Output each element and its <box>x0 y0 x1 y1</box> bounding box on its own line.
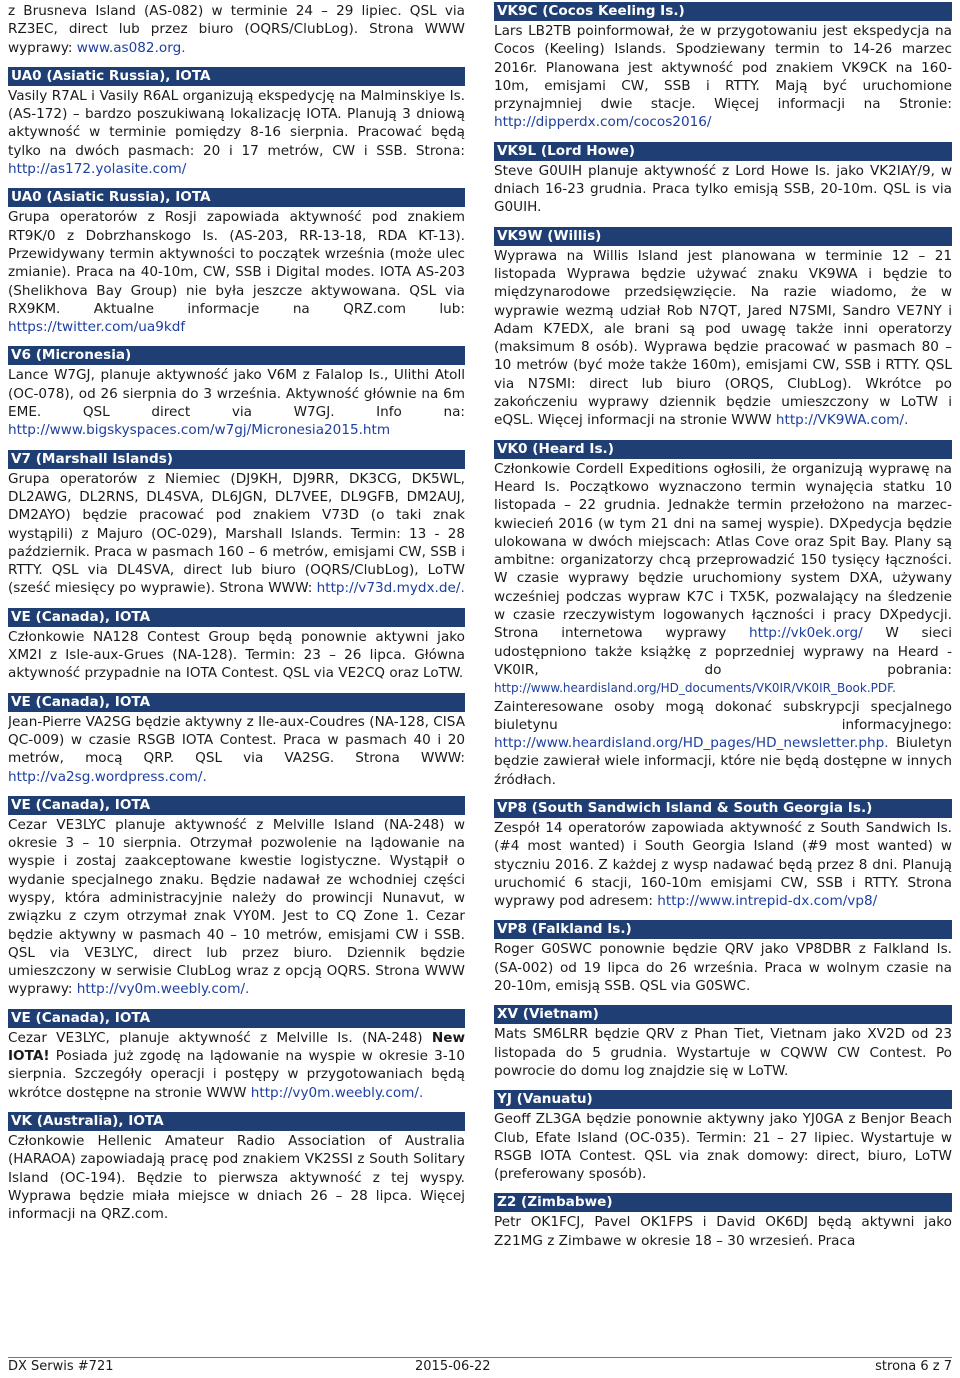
section-xv <box>494 1005 952 1080</box>
section-vk9w <box>494 227 952 430</box>
section-header: VK (Australia), IOTA <box>8 1112 465 1131</box>
section-link[interactable]: http://www.bigskyspaces.com/w7gj/Micronesia2015.htm <box>8 422 391 439</box>
section-link[interactable]: http://vy0m.weebly.com/. <box>76 981 250 998</box>
section-link[interactable]: http://VK9WA.com/. <box>775 412 909 429</box>
section-vk0 <box>494 440 952 789</box>
section-link[interactable]: http://vy0m.weebly.com/. <box>250 1084 424 1101</box>
section-ua0-1 <box>8 67 465 178</box>
section-text: Steve G0UIH planuje aktywność z Lord Howe Is. jako VK2IAY/9, w dniach 16-23 grudnia. Praca tylko emisją SSB, 20-10m. QSL is via G0UIH. <box>494 162 952 216</box>
section-vk9c <box>494 2 952 132</box>
section-ua0-2 <box>8 188 465 336</box>
section-text: Jean-Pierre VA2SG będzie aktywny z Ile-aux-Coudres (NA-128, CISA QC-009) w czasie RSGB IOTA Contest. Praca w pasmach 40 i 20 metrów, mocą QRP. QSL via VA2SG. Strona WWW: http://va2sg.wordpress.com/. <box>8 713 465 785</box>
section-text: Lance W7GJ, planuje aktywność jako V6M z Falalop Is., Ulithi Atoll (OC-078), od 26 sierpnia do 3 września. Aktywność głównie na 6m EME. QSL direct via W7GJ. Info na: http://www.bigskyspaces.com/w7gj/Micronesia2015.htm <box>8 367 465 439</box>
intro-body: z Brusneva Island (AS-082) w terminie 24 – 29 lipiec. QSL via RZ3EC, direct lub przez biuro (OQRS/ClubLog). Strona WWW wyprawy: <box>8 3 465 56</box>
section-link[interactable]: http://va2sg.wordpress.com/. <box>8 768 207 785</box>
section-ve-4 <box>8 1009 465 1102</box>
section-text: Zespół 14 operatorów zapowiada aktywność z South Sandwich Is. (#4 most wanted) i South Georgia Island (#9 most wanted) w styczniu 2016. Z każdej z wysp nadawać będą przez 8 dni. Planują uruchomić 6 stacji, 160-10m emisjami CW, SSB i RTTY. Strona wyprawy pod adresem: http://www.intrepid-dx.com/vp8/ <box>494 819 952 910</box>
section-vp8-sandwich <box>494 799 952 910</box>
section-header: VK9L (Lord Howe) <box>494 142 952 161</box>
section-header: VE (Canada), IOTA <box>8 796 465 815</box>
section-text: Lars LB2TB poinformował, że w przygotowaniu jest ekspedycja na Cocos (Keeling) Islands. Spodziewany termin to 14-26 marzec 2016r. Planowana jest aktywność pod znakiem VK9CK na 160-10m, emisjami CW, SSB i RTTY. Mają być uruchomione przynajmniej dwie stacje. Więcej informacji na Stronie: http://dipperdx.com/cocos2016/ <box>494 23 952 131</box>
section-header: VE (Canada), IOTA <box>8 608 465 627</box>
section-header: VK0 (Heard Is.) <box>494 440 952 459</box>
section-text: Geoff ZL3GA będzie ponownie aktywny jako YJ0GA z Benjor Beach Club, Efate Island (OC-035). Termin: 21 – 27 lipiec. Wystartuje w RSGB IOTA Contest. QSL via znak domowy: direct, biuro, LoTW (preferowany sposób). <box>494 1111 952 1183</box>
footer-issue: DX Serwis #721 <box>8 1359 114 1374</box>
page-footer <box>8 1357 952 1376</box>
section-link[interactable]: http://v73d.mydx.de/. <box>316 580 465 597</box>
section-link-2[interactable]: http://www.heardisland.org/HD_documents/VK0IR/VK0IR_Book.PDF. <box>494 681 896 696</box>
section-link-3[interactable]: http://www.heardisland.org/HD_pages/HD_newsletter.php. <box>494 735 889 752</box>
section-link[interactable]: http://www.intrepid-dx.com/vp8/ <box>657 893 878 910</box>
section-header: V7 (Marshall Islands) <box>8 450 465 469</box>
section-header: UA0 (Asiatic Russia), IOTA <box>8 67 465 86</box>
section-header: VE (Canada), IOTA <box>8 693 465 712</box>
section-header: VK9C (Cocos Keeling Is.) <box>494 2 952 21</box>
section-v6 <box>8 346 465 439</box>
section-text: Wyprawa na Willis Island jest planowana w terminie 12 – 21 listopada Wyprawa będzie używać znaku VK9WA i będzie to międzynarodowe przedsięwzięcie. Na razie wiadomo, że w wyprawie wezmą udział Rob N7QT, Jared N7SMI, Sandro VE7NY i Adam K7EDX, ale brani są pod uwagę także inni operatorzy (maksimum 8 osób). Wyprawa będzie pracować w pasmach 80 – 10 metrów (być może także 160m), emisjami CW, SSB i RTTY. QSL via N7SMI: direct lub biuro (ORQS, ClubLog). Wkrótce po zakończeniu wyprawy dziennik będzie umieszczony w LoTW i eQSL. Więcej informacji na stronie WWW http://VK9WA.com/. <box>494 247 952 429</box>
intro-text <box>8 2 465 57</box>
section-v7 <box>8 450 465 598</box>
section-vk9l <box>494 142 952 217</box>
section-text: Roger G0SWC ponownie będzie QRV jako VP8DBR z Falkland Is. (SA-002) od 19 lipca do 26 września. Praca w wolnym czasie na 20-10m, emisją SSB. QSL via G0SWC. <box>494 941 952 995</box>
section-link[interactable]: https://twitter.com/ua9kdf <box>8 319 186 336</box>
section-header: V6 (Micronesia) <box>8 346 465 365</box>
section-ve-2 <box>8 693 465 786</box>
section-text: Mats SM6LRR będzie QRV z Phan Tiet, Vietnam jako XV2D od 23 listopada do 5 grudnia. Wystartuje w CQWW CW Contest. Po powrocie do domu log znajdzie się w LoTW. <box>494 1026 952 1079</box>
section-text: Członkowie Cordell Expeditions ogłosili, że organizują wyprawę na Heard Is. Początkowo wyznaczono termin wynajęcia statku 10 listopada – 22 grudnia. Jednakże termin przełożono na marzec-kwiecień 2016 (w tym 21 dni na samej wyspie). DXpedycja będzie ulokowana w dwóch miejscach: Atlas Cove oraz Spit Bay. Plany są ambitne: organizatorzy chcą przeprowadzić 150 tysięcy łączności. W czasie wyprawy będzie uruchomiony system DXA, używany wcześniej podczas wypraw K7C i TX5K, pozwalający na śledzenie w czasie rzeczywistym logowanych łączności i pracy DXpedycji. Strona internetowa wyprawy http://vk0ek.org/ W sieci udostępniono także książkę z poprzedniej wyprawy na Heard - VK0IR, do pobrania: http://www.heardisland.org/HD_documents/VK0IR/VK0IR_Book.PDF. Zainteresowane osoby mogą dokonać subskrypcji specjalnego biuletynu informacyjnego: http://www.heardisland.org/HD_pages/HD_newsletter.php. Biuletyn będzie zawierał wiele informacji, które nie będą dostępne w innych źródłach. <box>494 460 952 788</box>
left-column <box>8 2 465 1233</box>
right-column <box>494 2 952 1260</box>
intro-link[interactable]: www.as082.org. <box>76 39 186 56</box>
section-link[interactable]: http://vk0ek.org/ <box>749 625 863 642</box>
intro-section <box>8 2 465 57</box>
section-header: XV (Vietnam) <box>494 1005 952 1024</box>
footer-page-number: strona 6 z 7 <box>875 1359 952 1374</box>
section-header: VP8 (South Sandwich Island & South Georgia Is.) <box>494 799 952 818</box>
section-z2 <box>494 1193 952 1250</box>
section-link[interactable]: http://dipperdx.com/cocos2016/ <box>494 114 712 131</box>
section-header: VP8 (Falkland Is.) <box>494 920 952 939</box>
section-text: Członkowie Hellenic Amateur Radio Association of Australia (HARAOA) zapowiadają pracę pod znakiem VK2SSI z South Solitary Island (OC-194). Będzie to pierwsza aktywność z tej wyspy. Wyprawa będzie miała miejsce w dniach 26 – 28 lipca. Więcej informacji na QRZ.com. <box>8 1132 465 1223</box>
section-text: Cezar VE3LYC planuje aktywność z Melville Island (NA-248) w okresie 3 – 10 sierpnia. Otrzymał pozwolenie na lądowanie na wyspie i zostaj zaakceptowane kwestie logistyczne. Wystąpił o wydanie specjalnego znaku. Będzie nadawał ze wchodniej części wyspy, która administracyjnie należy do prowincji Nunavut, w związku z czym otrzymał znak VY0M. Jest to CQ Zone 1. Cezar będzie aktywny w pasmach 40 – 10 metrów, emisjami CW i SSB. QSL via VE3LYC, direct lub przez biuro. Dziennik będzie umieszczony w serwisie ClubLog wraz z opcją OQRS. Strona WWW wyprawy: http://vy0m.weebly.com/. <box>8 816 465 998</box>
section-text: Cezar VE3LYC, planuje aktywność z Melville Is. (NA-248) New IOTA! Posiada już zgodę na lądowanie na wyspie w okresie 3-10 sierpnia. Szczegóły operacji i postępy w przygotowaniach będą wkrótce dostępne na stronie WWW http://vy0m.weebly.com/. <box>8 1029 465 1101</box>
section-header: YJ (Vanuatu) <box>494 1090 952 1109</box>
section-link[interactable]: http://as172.yolasite.com/ <box>8 161 187 178</box>
section-text: Petr OK1FCJ, Pavel OK1FPS i David OK6DJ będą aktywni jako Z21MG z Zimbawe w okresie 18 – 30 wrzesień. Praca <box>494 1214 952 1249</box>
section-vk <box>8 1112 465 1223</box>
footer-date: 2015-06-22 <box>415 1359 491 1374</box>
section-header: UA0 (Asiatic Russia), IOTA <box>8 188 465 207</box>
section-text: Członkowie NA128 Contest Group będą ponownie aktywni jako XM2I z Isle-aux-Grues (NA-128). Termin: 23 – 26 lipca. Główna aktywność przypadnie na IOTA Contest. QSL via VE2CQ oraz LoTW. <box>8 628 465 682</box>
section-ve-3 <box>8 796 465 999</box>
section-text: Grupa operatorów z Niemiec (DJ9KH, DJ9RR, DK3CG, DK5WL, DL2AWG, DL2RNS, DL4SVA, DL6JGN, DL7VEE, DL9GFB, DM2AUJ, DM2AYO) będzie pracować pod znakiem V73D (o taki znak wystąpili) z Majuro (OC-029), Marshall Islands. Termin: 13 - 28 październik. Praca w pasmach 160 – 6 metrów, emisjami CW, SSB i RTTY. QSL via DL4SVA, direct lub biuro (OQRS/ClubLog), LoTW (sześć miesięcy po wyprawie). Strona WWW: http://v73d.mydx.de/. <box>8 470 465 597</box>
section-ve-1 <box>8 608 465 683</box>
section-vp8-falkland <box>494 920 952 995</box>
section-header: VE (Canada), IOTA <box>8 1009 465 1028</box>
section-header: VK9W (Willis) <box>494 227 952 246</box>
section-yj <box>494 1090 952 1183</box>
section-text: Vasily R7AL i Vasily R6AL organizują ekspedycję na Malminskiye Is. (AS-172) – bardzo poszukiwaną lokalizację IOTA. Planują 3 dniową aktywność w terminie pomiędzy 8-16 sierpnia. Pracować będą tylko na dwóch pasmach: 20 i 17 metrów, CW i SSB. Strona: http://as172.yolasite.com/ <box>8 87 465 178</box>
section-header: Z2 (Zimbabwe) <box>494 1193 952 1212</box>
section-text: Grupa operatorów z Rosji zapowiada aktywność pod znakiem RT9K/0 z Dobrzhanskogo Is. (AS-203, RR-13-18, RDA KT-13). Przewidywany termin aktywności to początek września (może ulec zmianie). Praca na 40-10m, CW, SSB i Digital modes. IOTA AS-203 (Shelikhova Bay Group) nie była jeszcze aktywowana. QSL via RX9KM. Aktualne informacje na QRZ.com lub: https://twitter.com/ua9kdf <box>8 209 465 336</box>
new-iota-label: New IOTA! <box>8 1029 465 1065</box>
